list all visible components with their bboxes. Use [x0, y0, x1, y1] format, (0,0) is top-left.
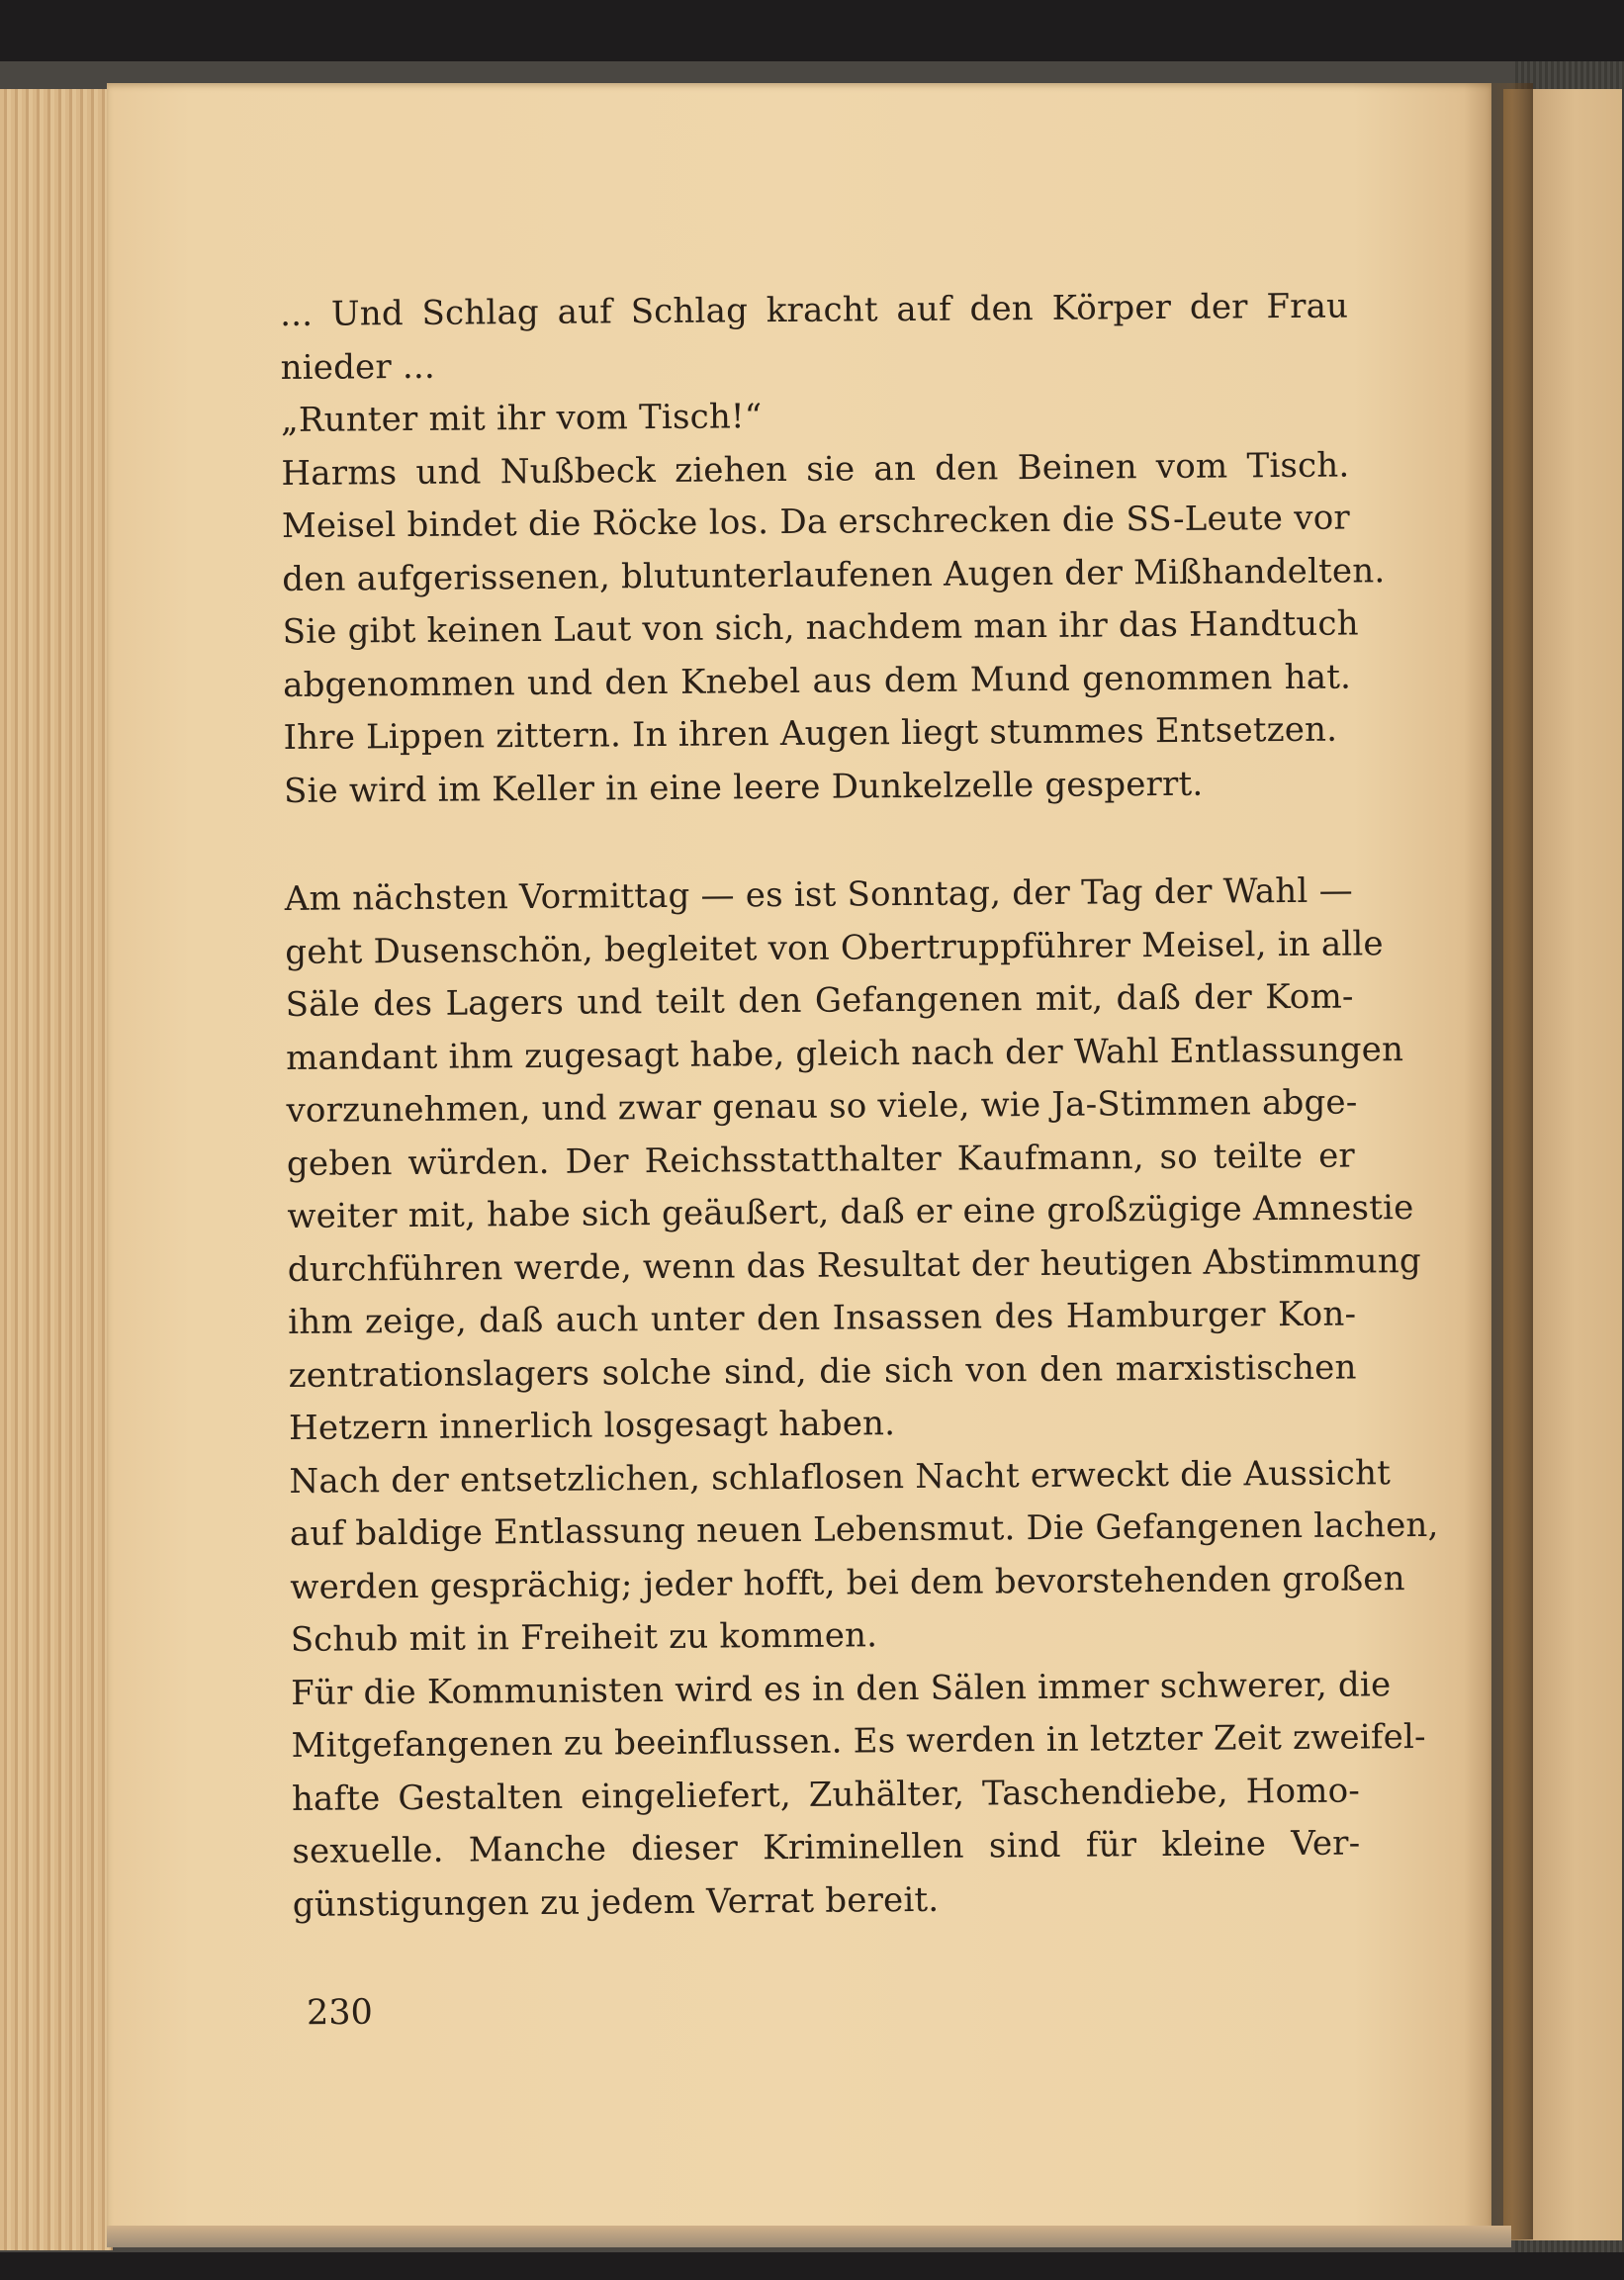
- paragraph-gap: [284, 810, 1352, 873]
- text-line: „Runter mit ihr vom Tisch!“: [280, 397, 763, 440]
- page-stack-edges: [0, 89, 113, 2250]
- text-line: günstigungen zu jedem Verrat bereit.: [292, 1879, 940, 1925]
- text-line: den aufgerissenen, blutunterlaufenen Augen der Mißhandelten.: [282, 550, 1386, 599]
- text-line: Mitgefangenen zu beeinflussen. Es werden in letzter Zeit zweifel-: [291, 1716, 1426, 1766]
- text-line: weiter mit, habe sich geäußert, daß er eine großzügige Amnestie: [287, 1188, 1414, 1236]
- text-line: Sie gibt keinen Laut von sich, nachdem man ihr das Handtuch: [282, 603, 1359, 652]
- text-line: auf baldige Entlassung neuen Lebensmut. Die Gefangenen lachen,: [289, 1505, 1439, 1554]
- text-line: Meisel bindet die Röcke los. Da erschrecken die SS-Leute vor: [281, 498, 1351, 546]
- text-line: Schub mit in Freiheit zu kommen.: [290, 1615, 878, 1660]
- text-line: sexuelle. Manche dieser Kriminellen sind für kleine Ver-: [292, 1823, 1361, 1871]
- paragraph: [284, 865, 1439, 1931]
- text-line: hafte Gestalten eingeliefert, Zuhälter, Taschendiebe, Homo-: [291, 1770, 1361, 1819]
- text-line: Für die Kommunisten wird es in den Sälen immer schwerer, die: [290, 1664, 1392, 1713]
- paragraph: [280, 281, 1386, 818]
- text-line: durchführen werde, wenn das Resultat der heutigen Abstimmung: [287, 1240, 1422, 1290]
- text-line: Ihre Lippen zittern. In ihren Augen liegt stummes Entsetzen.: [283, 709, 1338, 758]
- text-line: abgenommen und den Knebel aus dem Mund genommen hat.: [282, 657, 1352, 705]
- text-line: vorzunehmen, und zwar genau so viele, wie Ja-Stimmen abge-: [286, 1082, 1358, 1131]
- text-line: Harms und Nußbeck ziehen sie an den Beinen vom Tisch.: [281, 445, 1350, 494]
- text-line: werden gesprächig; jeder hofft, bei dem bevorstehenden großen: [290, 1558, 1405, 1607]
- page-gutter-shadow: [1464, 83, 1533, 2239]
- text-line: nieder ...: [280, 346, 436, 388]
- text-line: Am nächsten Vormittag — es ist Sonntag, der Tag der Wahl —: [284, 870, 1353, 919]
- text-line: geben würden. Der Reichsstatthalter Kaufmann, so teilte er: [286, 1135, 1356, 1184]
- text-line: Säle des Lagers und teilt den Gefangenen mit, daß der Kom-: [285, 976, 1354, 1025]
- text-line: geht Dusenschön, begleitet von Obertruppführer Meisel, in alle: [285, 923, 1384, 972]
- text-line: Hetzern innerlich losgesagt haben.: [288, 1404, 896, 1448]
- body-text: [280, 281, 1439, 1932]
- text-line: zentrationslagers solche sind, die sich von den marxistischen: [288, 1346, 1357, 1396]
- text-line: Nach der entsetzlichen, schlaflosen Nacht erweckt die Aussicht: [289, 1452, 1392, 1502]
- text-line: ihm zeige, daß auch unter den Insassen des Hamburger Kon-: [288, 1294, 1357, 1342]
- page-number: 230: [306, 1992, 373, 2034]
- text-line: mandant ihm zugesagt habe, gleich nach der Wahl Entlassungen: [285, 1029, 1404, 1078]
- text-line: ... Und Schlag auf Schlag kracht auf den Körper der Frau: [280, 286, 1349, 334]
- text-line: Sie wird im Keller in eine leere Dunkelzelle gesperrt.: [283, 764, 1204, 811]
- page-bottom-edge: [107, 2226, 1511, 2247]
